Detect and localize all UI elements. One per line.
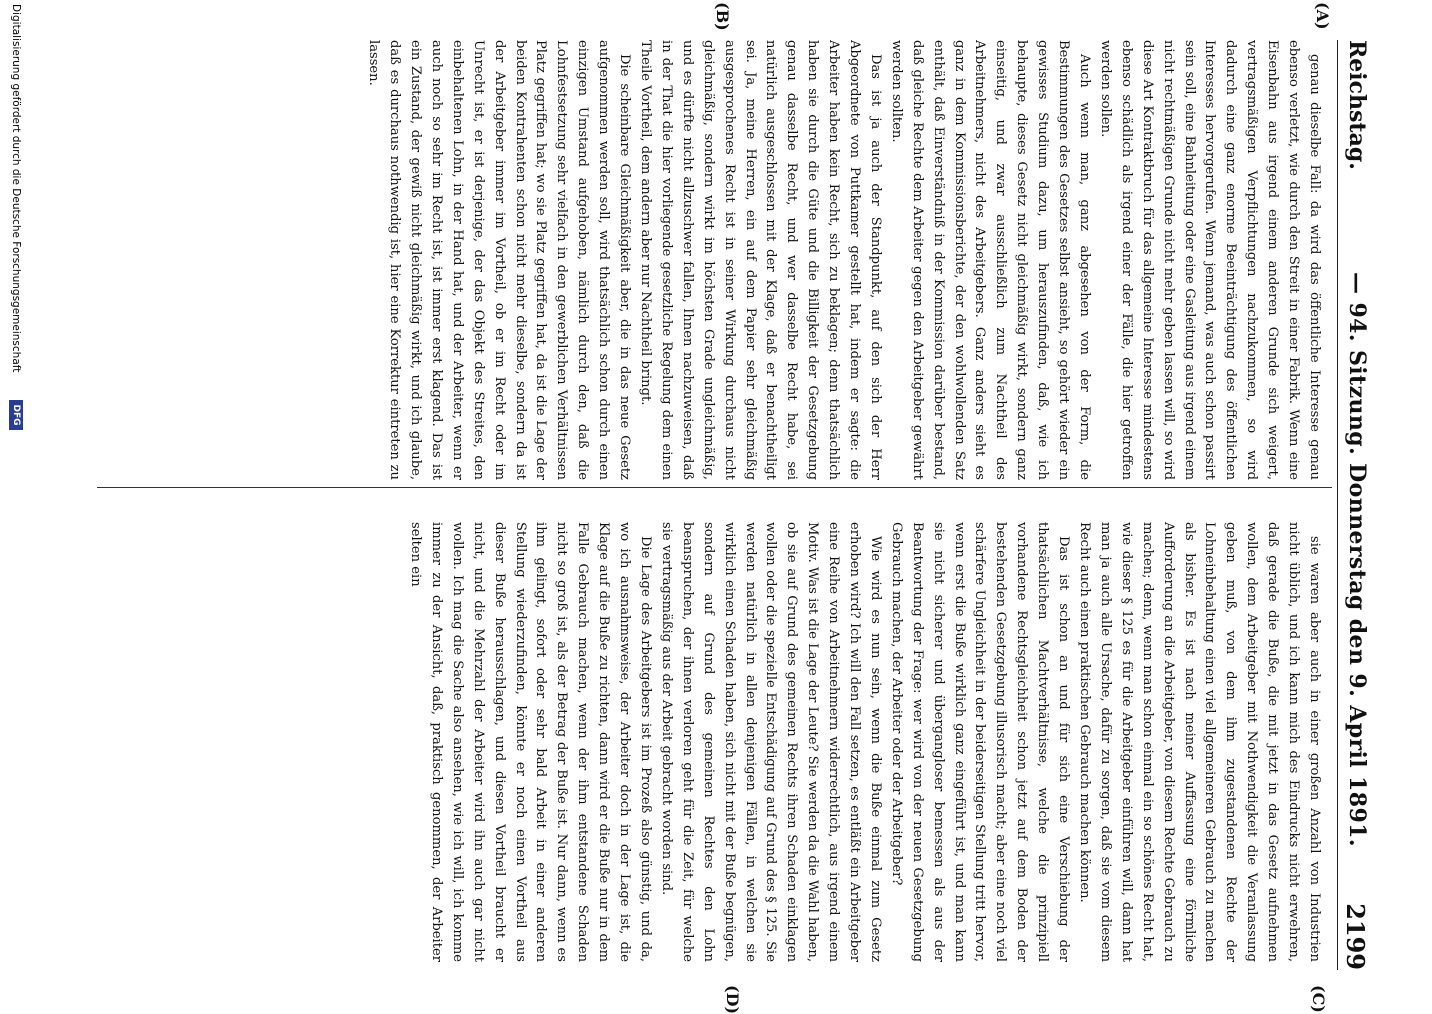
margin-marker-c: (C) — [1309, 985, 1328, 1013]
margin-marker-b: (B) — [713, 2, 732, 31]
right-paragraph: sie waren aber auch in einer großen Anzahl von Industrien nicht üblich, und ich kann mich des Eindrucks nicht erwehren, daß gerade die Buße, die mit jetzt in das Gesetz aufnehmen wollen, dem Arbeitgeber mit Nothwendigkeit die Veranlassung geben muß, von dem ihm zugestandenen Rechte der Lohneinbehaltung einen viel allgemeineren Gebrauch zu machen als bisher. Es ist nach meiner Auffassung eine förmliche Aufforderung an die Arbeitgeber, von diesem Rechte Gebrauch zu machen; denn, wenn man schon einmal ein so schönes Recht hat, wie dieser § 125 es für die Arbeitgeber einführen will, dann hat man ja auch alle Ursache, dafür zu sorgen, daß sie vom diesem Recht auch einen praktischen Gebrauch machen können. — [1077, 522, 1322, 962]
left-paragraph: Das ist ja auch der Standpunkt, auf den sich der Herr Abgeordnete von Puttkamer gestellt hat, indem er sagte: die Arbeiter haben kein Recht, sich zu beklagen; denn thatsächlich haben sie durch die Güte und die Billigkeit der Gesetzgebung genau dasselbe Recht, und wer dasselbe Recht habe, sei natürlich ausgeschlossen mit der Klage, daß er benachtheiligt sei. Ja, meine Herren, ein auf dem Papier sehr gleichmäßig ausgesprochenes Recht ist in seiner Wirkung durchaus nicht gleichmäßig, sondern wirkt im höchsten Grade ungleichmäßig, und es dürfte nicht allzuschwer fallen, Ihnen nachzuweisen, daß in der That die hier vorliegende gesetzliche Regelung dem einen Theile Vortheil, dem andern aber nur Nachtheil bringt. — [638, 40, 883, 480]
right-paragraph: Die Lage des Arbeitgebers ist im Prozeß also günstig, und da, wo ich ausnahmsweise, der Arbeiter doch in der Lage ist, die Klage auf die Buße zu richten, dann wird er die Buße nur in dem Falle Gebrauch machen, wenn der ihm entstandene Schaden nicht so groß ist, als der Betrag der Buße ist. Nur dann, wenn es ihm gelingt, sofort oder sehr bald Arbeit in einer anderen Stellung wiederzufinden, könnte er noch einen Vortheil aus dieser Buße herausschlagen, und diesen Vortheil braucht er nicht, und die Mehrzahl der Arbeiter wird ihn auch gar nicht wollen. Ich mag die Sache also ansehen, wie ich will, ich komme immer zu der Ansicht, daß, praktisch genommen, der Arbeiter selten ein — [408, 522, 653, 962]
column-divider — [97, 487, 1332, 488]
dfg-logo: DFG — [9, 400, 23, 430]
left-paragraph: genau dieselbe Fall: da wird das öffentliche Interesse genau ebenso verletzt, wie durch den Streit in einer Fabrik. Wenn eine Eisenbahn aus irgend einem anderen Grunde sich weigert, vertragsmäßigen Verpflichtungen nachzukommen, so wird dadurch eine ganz enorme Beeinträchtigung des öffentlichen Interesses hervorgerufen. Wenn jemand, was auch schon passirt sein soll, eine Bahnleitung oder eine Gasleitung aus irgend einem nicht rechtmäßigen Grunde nicht mehr geben lassen will, so wird diese Art Kontraktbruch für das allgemeine Interesse mindestens ebenso schädlich als irgend einer der Fälle, die hier getroffen werden sollen. — [1097, 40, 1322, 480]
header-session-date: — 94. Sitzung. Donnerstag den 9. April 1891. — [1344, 272, 1370, 847]
margin-marker-d: (D) — [723, 985, 742, 1014]
right-paragraph: Das ist schon an und für sich eine Verschiebung der thatsächlichen Machtverhältnisse, welche die prinzipiell vorhandene Rechtsgleichheit schon jetzt auf dem Boden der bestehenden Gesetzgebung illusorisch macht; aber eine noch viel schärfere Ungleichheit in der beiderseitigen Stellung tritt hervor, wenn erst die Buße wirklich ganz eingeführt ist, und man kann sie nicht sicherer und übergangloser bemessen als aus der Beantwortung der Frage: wer wird von der neuen Gesetzgebung Gebrauch machen, der Arbeiter oder der Arbeitgeber? — [888, 522, 1072, 962]
page-header — [1337, 40, 1374, 970]
right-paragraph: Wie wird es nun sein, wenn die Buße einmal zum Gesetz erhoben wird? Ich will den Fall setzen, es entläßt ein Arbeitgeber eine Reihe von Arbeitnehmern widerrechtlich, aus irgend einem Motiv. Was ist die Lage der Leute? Sie werden da die Wahl haben, ob sie auf Grund des gemeinen Rechts ihren Schaden einklagen wollen oder die spezielle Entschädigung auf Grund des § 125. Sie werden natürlich in allen denjenigen Fällen, in welchen sie wirklich einen Schaden haben, sich nicht mit der Buße begnügen, sondern auf Grund des gemeinen Rechtes den Lohn beanspruchen, der ihnen verloren geht für die Zeit, für welche sie vertragsmäßig aus der Arbeit gebracht worden sind. — [658, 522, 883, 962]
left-paragraph: Auch wenn man, ganz abgesehen von der Form, die Bestimmungen des Gesetzes selbst ansieht, so gehört wieder ein gewisses Studium dazu, um herauszufinden, daß, wie ich behaupte, dieses Gesetz nicht gleichmäßig wirkt, sondern ganz einseitig, und zwar ausschließlich zum Nachtheil des Arbeitnehmers, nicht des Arbeitgebers. Ganz anders sieht es ganz in dem Kommissionsberichte, der den wohlwollenden Satz enthält, daß Einverständniß in der Kommission darüber bestand, daß gleiche Rechte dem Arbeiter gegen den Arbeitgeber gewährt werden sollten. — [888, 40, 1093, 480]
left-column — [99, 40, 1324, 480]
header-left: Reichstag. — [1344, 40, 1370, 170]
digitization-credit: Digitalisierung gefördert durch die Deutsche Forschungsgemeinschaft — [10, 4, 22, 373]
left-paragraph: Die scheinbare Gleichmäßigkeit aber, die in das neue Gesetz aufgenommen werden soll, wird thatsächlich schon durch einen einzigen Umstand aufgehoben, nämlich durch den, daß die Lohnfestsetzung sehr vielfach in den gewerblichen Verhältnissen Platz gegriffen hat; wo sie Platz gegriffen hat, da ist die Lage der beiden Kontrahenten schon nicht mehr dieselbe, sondern da ist der Arbeitgeber immer im Vortheil, ob er im Recht oder im Unrecht ist, er ist derjenige, der das Objekt des Streites, den einbehaltenen Lohn, in der Hand hat, und der Arbeiter, wenn er auch noch so sehr im Recht ist, ist immer erst klagend. Das ist ein Zustand, der gewiß nicht gleichmäßig wirkt, und ich glaube, daß es durchaus nothwendig ist, hier eine Korrektur eintreten zu lassen. — [366, 40, 633, 480]
margin-marker-a: (A) — [1313, 2, 1332, 30]
right-column — [99, 522, 1324, 962]
page-number: 2199 — [1341, 903, 1370, 970]
